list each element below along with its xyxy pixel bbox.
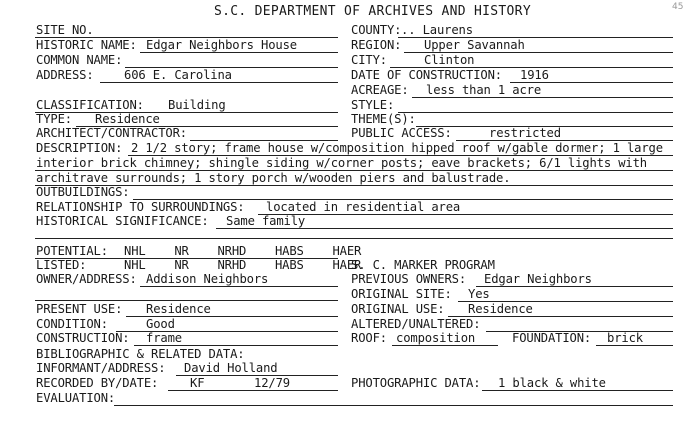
- significance-value: Same family: [226, 214, 306, 228]
- description-line-3: architrave surrounds; 1 story porch w/wooden piers and balustrade.: [36, 171, 511, 185]
- significance-rule: [216, 228, 673, 229]
- date-value: 1916: [520, 68, 549, 82]
- photographic-value: 1 black & white: [498, 376, 606, 390]
- description-line-1: 2 1/2 story; frame house w/composition hipped roof w/gable dormer; 1 large: [131, 141, 663, 155]
- evaluation-rule: [114, 405, 673, 406]
- previous-owners-rule: [476, 286, 673, 287]
- original-use-value: Residence: [468, 302, 533, 316]
- description-rule-3: [35, 185, 673, 186]
- roof-label: ROOF:: [351, 331, 387, 345]
- acreage-value: less than 1 acre: [426, 83, 541, 97]
- relationship-value: located in residential area: [266, 200, 461, 214]
- condition-value: Good: [146, 317, 175, 331]
- present-use-label: PRESENT USE:: [36, 302, 123, 316]
- original-site-value: Yes: [468, 287, 490, 301]
- potential-options: NHL NR NRHD HABS HAER: [124, 244, 362, 258]
- type-label: TYPE:: [36, 112, 72, 126]
- owner-label: OWNER/ADDRESS:: [36, 272, 137, 286]
- county-value: .. Laurens: [401, 23, 473, 37]
- informant-value: David Holland: [184, 361, 278, 375]
- region-value: Upper Savannah: [424, 38, 525, 52]
- recorded-label: RECORDED BY/DATE:: [36, 376, 159, 390]
- previous-owners-value: Edgar Neighbors: [484, 272, 592, 286]
- theme-label: THEME(S):: [351, 112, 416, 126]
- date-label: DATE OF CONSTRUCTION:: [351, 68, 502, 82]
- historic-name-label: HISTORIC NAME:: [36, 38, 137, 52]
- listed-options: NHL NR NRHD HABS HAER: [124, 258, 362, 272]
- historic-name-rule: [140, 52, 338, 53]
- form-title: S.C. DEPARTMENT OF ARCHIVES AND HISTORY: [214, 4, 531, 19]
- foundation-label: FOUNDATION:: [512, 331, 592, 345]
- construction-rule: [134, 345, 338, 346]
- listed-label: LISTED:: [36, 258, 87, 272]
- corner-mark: 45: [672, 2, 684, 12]
- present-use-value: Residence: [146, 302, 211, 316]
- relationship-rule: [258, 214, 673, 215]
- original-use-label: ORIGINAL USE:: [351, 302, 445, 316]
- significance-label: HISTORICAL SIGNIFICANCE:: [36, 214, 209, 228]
- acreage-label: ACREAGE:: [351, 83, 409, 97]
- site-no-label: SITE NO.: [36, 23, 94, 37]
- photographic-label: PHOTOGRAPHIC DATA:: [351, 376, 481, 390]
- foundation-rule: [596, 345, 673, 346]
- common-name-label: COMMON NAME:: [36, 53, 123, 67]
- owner-value: Addison Neighbors: [146, 272, 269, 286]
- informant-label: INFORMANT/ADDRESS:: [36, 361, 166, 375]
- recorded-rule: [168, 390, 338, 391]
- classification-label: CLASSIFICATION:: [36, 98, 144, 112]
- architect-label: ARCHITECT/CONTRACTOR:: [36, 126, 187, 140]
- construction-label: CONSTRUCTION:: [36, 331, 130, 345]
- recorded-by-value: KF: [190, 376, 205, 390]
- roof-rule: [392, 345, 498, 346]
- description-label: DESCRIPTION:: [36, 141, 123, 155]
- county-label: COUNTY:: [351, 23, 402, 37]
- historic-name-value: Edgar Neighbors House: [146, 38, 297, 52]
- section-divider: [35, 238, 673, 239]
- potential-label: POTENTIAL:: [36, 244, 108, 258]
- classification-rule: [35, 112, 338, 113]
- recorded-date-value: 12/79: [254, 376, 290, 390]
- city-value: Clinton: [424, 53, 475, 67]
- construction-value: frame: [146, 331, 182, 345]
- city-label: CITY:: [351, 53, 387, 67]
- condition-label: CONDITION:: [36, 317, 108, 331]
- style-rule: [398, 112, 673, 113]
- foundation-value: brick: [607, 331, 643, 345]
- relationship-label: RELATIONSHIP TO SURROUNDINGS:: [36, 200, 245, 214]
- previous-owners-label: PREVIOUS OWNERS:: [351, 272, 466, 286]
- owner-rule-2: [35, 300, 338, 301]
- acreage-rule: [412, 97, 673, 98]
- marker-program: S. C. MARKER PROGRAM: [351, 258, 495, 272]
- region-label: REGION:: [351, 38, 402, 52]
- address-value: 606 E. Carolina: [124, 68, 232, 82]
- bibliographic-label: BIBLIOGRAPHIC & RELATED DATA:: [36, 347, 245, 361]
- photographic-rule: [482, 390, 673, 391]
- style-label: STYLE:: [351, 98, 395, 112]
- roof-value: composition: [396, 331, 476, 345]
- address-label: ADDRESS:: [36, 68, 94, 82]
- type-value: Residence: [95, 112, 160, 126]
- classification-value: Building: [168, 98, 226, 112]
- altered-label: ALTERED/UNALTERED:: [351, 317, 481, 331]
- public-access-value: restricted: [489, 126, 561, 140]
- outbuildings-label: OUTBUILDINGS:: [36, 185, 130, 199]
- original-use-rule: [448, 316, 673, 317]
- public-access-label: PUBLIC ACCESS:: [351, 126, 452, 140]
- address-rule: [100, 82, 338, 83]
- owner-rule: [140, 286, 338, 287]
- description-line-2: interior brick chimney; shingle siding w/corner posts; eave brackets; 6/1 lights with: [36, 156, 647, 170]
- evaluation-label: EVALUATION:: [36, 391, 116, 405]
- original-site-label: ORIGINAL SITE:: [351, 287, 452, 301]
